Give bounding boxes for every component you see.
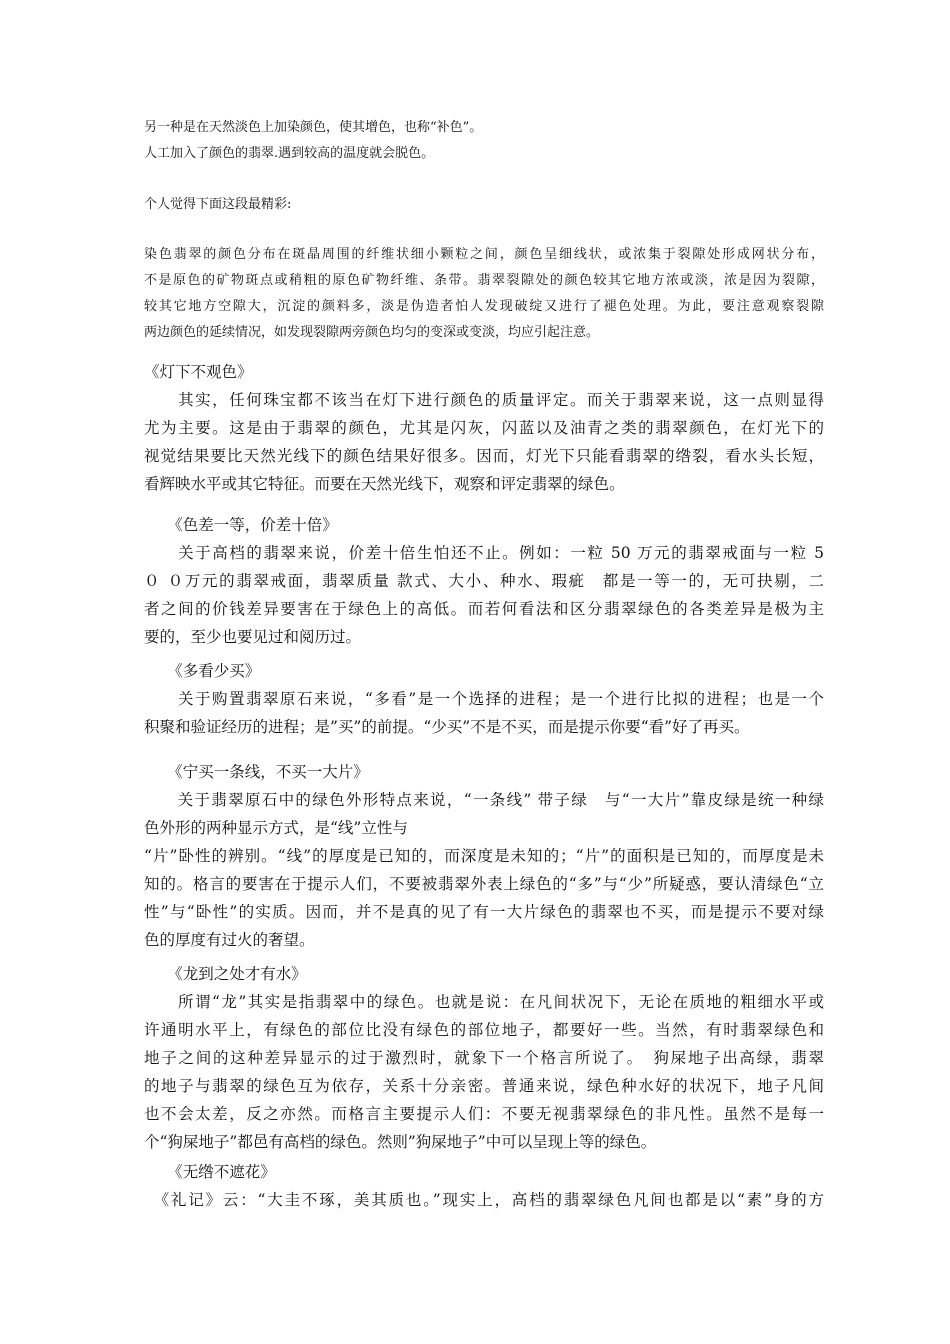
section-line: 知的。格言的要害在于提示人们，不要被翡翠外表上绿色的“多”与“少”所疑惑，要认清绿色“立 [144, 875, 824, 893]
section-line: 积聚和验证经历的进程；是”买”的前提。“少买”不是不买，而是提示你要“看”好了再买。 [144, 718, 750, 736]
intro-line-1: 另一种是在天然淡色上加染颜色，使其增色，也称“补色”。 [144, 120, 483, 135]
section-line: 性”与“卧性”的实质。因而，并不是真的见了有一大片绿色的翡翠也不买，而是提示不要对绿 [144, 903, 824, 921]
section-line: “片”卧性的辨别。“线”的厚度是已知的，而深度是未知的；“片”的面积是已知的，而厚度是未 [144, 847, 824, 865]
section-line: 所谓“龙”其实是指翡翠中的绿色。也就是说：在凡间状况下，无论在质地的粗细水平或 [144, 993, 824, 1011]
dye-line: 较其它地方空隙大，沉淀的颜料多，淡是伪造者怕人发现破绽又进行了褪色处理。为此，要注意观察裂隙 [144, 299, 824, 314]
section-title: 《宁买一条线，不买一大片》 [144, 763, 369, 781]
section-look-more [144, 657, 824, 741]
section-lamp [144, 358, 824, 498]
dye-line: 不是原色的矿物斑点或稍粗的原色矿物纤维、条带。翡翠裂隙处的颜色较其它地方浓或淡，浓是因为裂隙， [144, 273, 824, 288]
section-line: 关于高档的翡翠来说，价差十倍生怕还不止。例如：一粒 50 万元的翡翠戒面与一粒 5 [144, 544, 824, 562]
section-line: 要的，至少也要见过和阅历过。 [144, 628, 362, 646]
section-line: 个“狗屎地子”都邑有高档的绿色。然则”狗屎地子”中可以呈现上等的绿色。 [144, 1133, 657, 1151]
section-line: 也不会太差，反之亦然。而格言主要提示人们：不要无视翡翠绿色的非凡性。虽然不是每一 [144, 1105, 824, 1123]
section-line: 尤为主要。这是由于翡翠的颜色，尤其是闪灰，闪蓝以及油青之类的翡翠颜色，在灯光下的 [144, 419, 824, 437]
section-line: 者之间的价钱差异要害在于绿色上的高低。而若何看法和区分翡翠绿色的各类差异是极为主 [144, 600, 824, 618]
section-title: 《无绺不遮花》 [144, 1163, 276, 1181]
section-line: 《礼记》云：“大圭不琢，美其质也。”现实上，高档的翡翠绿色凡间也都是以“素”身的方 [144, 1191, 824, 1209]
section-color-difference [144, 511, 824, 651]
section-title: 《多看少买》 [144, 662, 261, 680]
dye-paragraph [144, 242, 824, 346]
section-title: 《灯下不观色》 [144, 363, 253, 381]
section-title: 《色差一等，价差十倍》 [144, 516, 338, 534]
section-line: 其实，任何珠宝都不该当在灯下进行颜色的质量评定。而关于翡翠来说，这一点则显得 [144, 391, 824, 409]
section-line: 看辉映水平或其它特征。而要在天然光线下，观察和评定翡翠的绿色。 [144, 475, 625, 493]
section-line: 许通明水平上，有绿色的部位比没有绿色的部位地子，都要好一些。当然，有时翡翠绿色和 [144, 1021, 824, 1039]
section-line: 色外形的两种显示方式，是“线”立性与 [144, 819, 408, 837]
section-line: 色的厚度有过火的奢望。 [144, 931, 315, 949]
dye-line: 染色翡翠的颜色分布在斑晶周围的纤维状细小颗粒之间，颜色呈细线状，或浓集于裂隙处形成网状分布， [144, 247, 824, 262]
section-title: 《龙到之处才有水》 [144, 965, 307, 983]
section-line: 关于翡翠原石中的绿色外形特点来说，“一条线” 带子绿 与“一大片”靠皮绿是统一种绿 [144, 791, 824, 809]
section-one-line [144, 758, 824, 954]
section-dragon [144, 960, 824, 1156]
dye-line: 两边颜色的延续情况，如发现裂隙两旁颜色均匀的变深或变淡，均应引起注意。 [144, 325, 600, 340]
section-no-crack [144, 1158, 824, 1214]
comment-line: 个人觉得下面这段最精彩: [144, 197, 292, 212]
section-line: ０ ０万元的翡翠戒面，翡翠质量 款式、大小、种水、瑕疵 都是一等一的，无可抉剔，二 [144, 572, 824, 590]
section-line: 关于购置翡翠原石来说，“多看”是一个选择的进程；是一个进行比拟的进程；也是一个 [144, 690, 824, 708]
section-line: 地子之间的这种差异显示的过于激烈时，就象下一个格言所说了。 狗屎地子出高绿，翡翠 [144, 1049, 824, 1067]
section-line: 的地子与翡翠的绿色互为依存，关系十分亲密。普通来说，绿色种水好的状况下，地子凡间 [144, 1077, 824, 1095]
section-line: 视觉结果要比天然光线下的颜色结果好很多。因而，灯光下只能看翡翠的绺裂，看水头长短， [144, 447, 824, 465]
intro-line-2: 人工加入了颜色的翡翠.遇到较高的温度就会脱色。 [144, 146, 435, 161]
